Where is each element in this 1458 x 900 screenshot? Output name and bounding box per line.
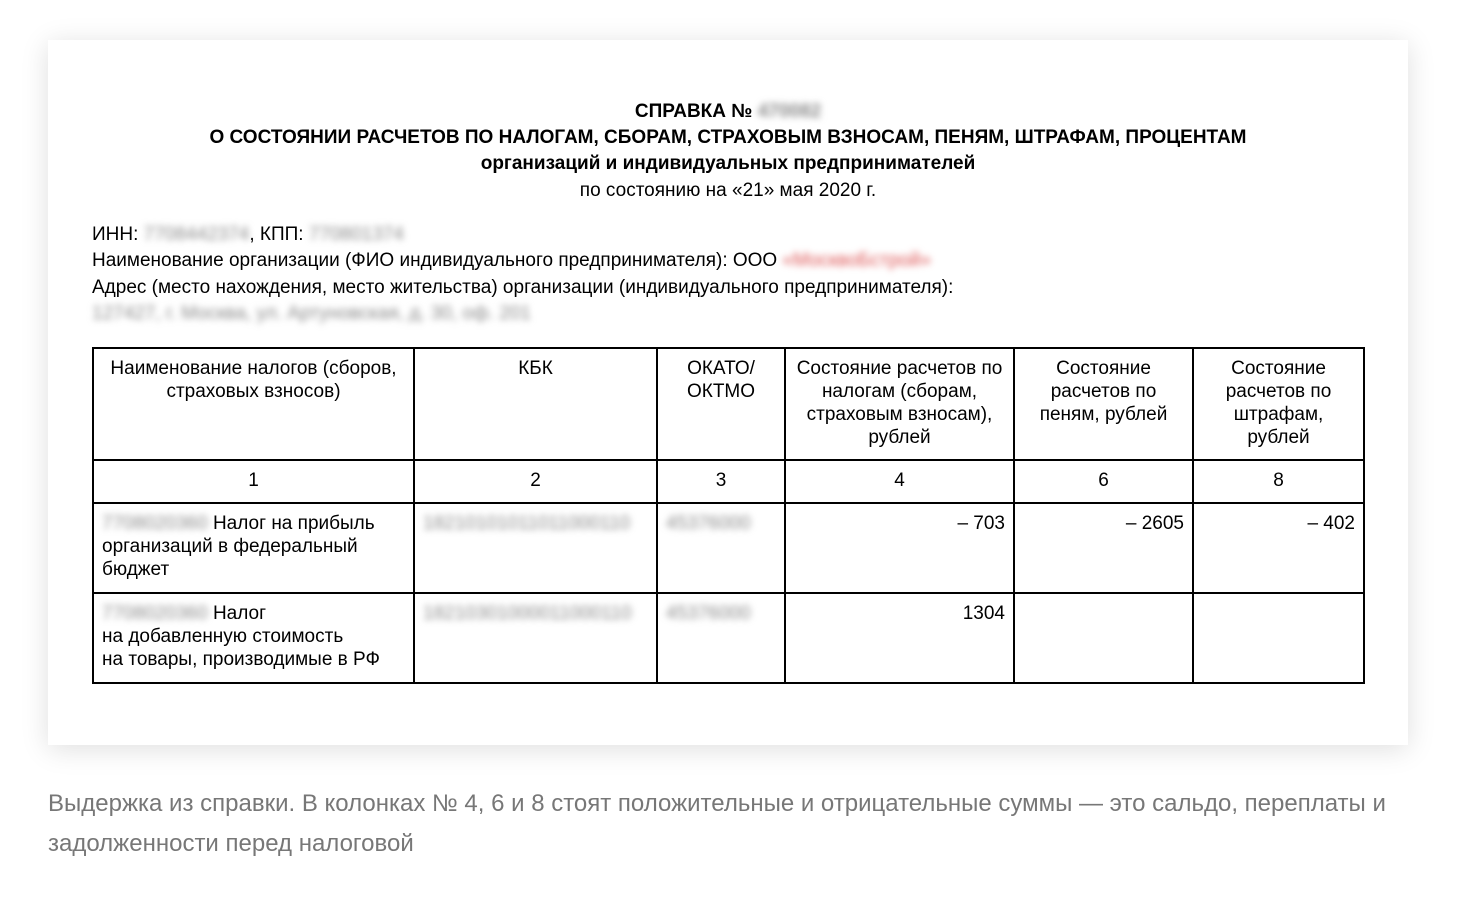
tax-table: [92, 347, 1365, 684]
column-number-row: [93, 460, 1364, 503]
inn-line: ИНН: 7708442374, КПП: 770801374: [92, 222, 404, 248]
header-penalties-state: Состояние расчетов по пеням, рублей: [1014, 348, 1193, 460]
col-num: 3: [657, 460, 785, 503]
redacted-code: 7708020360: [102, 513, 208, 534]
kbk-cell: 18210301000011000110: [414, 593, 657, 683]
org-line: Наименование организации (ФИО индивидуального предпринимателя): ООО «МосквоБстрой»: [92, 248, 931, 274]
address-value: [92, 301, 531, 327]
col-num: 1: [93, 460, 414, 503]
redacted-inn: 7708442374: [143, 224, 250, 245]
header-okato: ОКАТО/ ОКТМО: [657, 348, 785, 460]
col-num: 4: [785, 460, 1014, 503]
redacted-kpp: 770801374: [308, 224, 404, 245]
document-card: [48, 40, 1408, 745]
col-num: 8: [1193, 460, 1364, 503]
fines-value: – 402: [1193, 503, 1364, 593]
col-num: 2: [414, 460, 657, 503]
address-label: Адрес (место нахождения, место жительства) организации (индивидуального предпринимателя):: [92, 277, 954, 298]
tax-name-cell: 7708020360 Налог на прибыль организаций в федеральный бюджет: [93, 503, 414, 593]
date-line: по состоянию на «21» мая 2020 г.: [579, 180, 877, 201]
image-caption: Выдержка из справки. В колонках № 4, 6 и 8 стоят положительные и отрицательные суммы — это сальдо, переплаты и задолженности перед налоговой: [48, 790, 1386, 857]
header-fines-state: Состояние расчетов по штрафам, рублей: [1193, 348, 1364, 460]
oktmo-cell: 45376000: [657, 503, 785, 593]
oktmo-cell: 45376000: [657, 593, 785, 683]
redacted-org: «МосквоБстрой»: [782, 250, 931, 271]
table-row: [93, 503, 1364, 593]
document-subtitle: О СОСТОЯНИИ РАСЧЕТОВ ПО НАЛОГАМ, СБОРАМ, СТРАХОВЫМ ВЗНОСАМ, ПЕНЯМ, ШТРАФАМ, ПРОЦЕНТАМ: [209, 127, 1247, 148]
penalties-value: – 2605: [1014, 503, 1193, 593]
redacted-address: 127427, г. Москва, ул. Артуновская, д. 30, оф. 201: [92, 303, 531, 324]
document-title: СПРАВКА № 470082: [48, 99, 1408, 125]
table-row: [93, 593, 1364, 683]
penalties-value: [1014, 593, 1193, 683]
header-row: [93, 348, 1364, 460]
col-num: 6: [1014, 460, 1193, 503]
redacted-code: 7708020360: [102, 603, 208, 624]
taxes-value: 1304: [785, 593, 1014, 683]
redacted-number: 470082: [757, 101, 822, 122]
tax-name-cell: 7708020360 Налог на добавленную стоимость на товары, производимые в РФ: [93, 593, 414, 683]
document-subtitle-2: организаций и индивидуальных предпринимателей: [480, 153, 976, 174]
fines-value: [1193, 593, 1364, 683]
header-kbk: КБК: [414, 348, 657, 460]
header-tax-name: Наименование налогов (сборов, страховых взносов): [93, 348, 414, 460]
kbk-cell: 18210101011011000110: [414, 503, 657, 593]
header-taxes-state: Состояние расчетов по налогам (сборам, страховым взносам), рублей: [785, 348, 1014, 460]
taxes-value: – 703: [785, 503, 1014, 593]
